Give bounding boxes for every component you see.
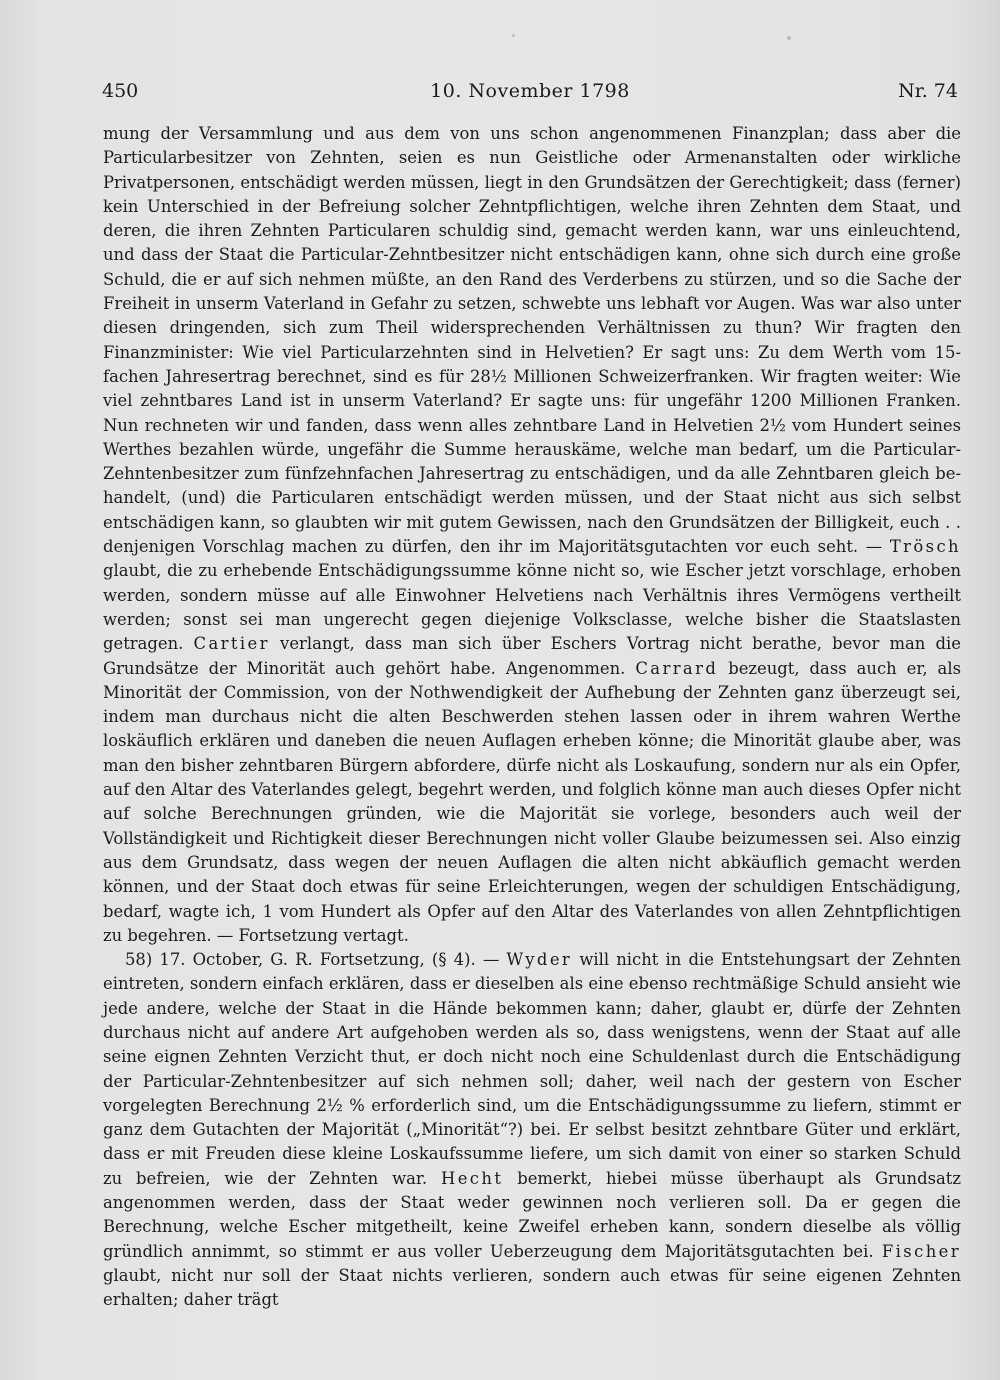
body-text: [103, 122, 961, 1313]
text-run: bezeugt, dass auch er, als Minorität der Commission, von der Nothwendigkeit der Aufhebung der Zehnten ganz überzeugt sei, indem man durchaus nicht die alten Beschwerden stehen lassen oder in ihrem wahren Werthe loskäuflich erklären und daneben die neuen Auflagen erheben könne; die Minorität glaube aber, was man den bisher zehntbaren Bürgern abfordere, dürfe nicht als Loskaufung, sondern nur als ein Opfer, auf den Altar des Vaterlandes gelegt, begehrt werden, und folglich könne man auch dieses Opfer nicht auf solche Berechnungen gründen, wie die Majorität sie vorlege, besonders auch weil der Vollständigkeit und Richtigkeit dieser Berechnungen nicht voller Glaube beizumessen sei. Also einzig aus dem Grundsatz, dass wegen der neuen Auflagen die alten nicht abkäuflich gemacht werden können, und der Staat doch etwas für seine Erleichterungen, wegen der schuldigen Entschädigung, bedarf, wagte ich, 1 vom Hundert als Opfer auf den Altar des Vaterlandes von allen Zehntpflichtigen zu begehren. — Fortsetzung vertagt.: [103, 658, 961, 945]
speaker-name: Wyder: [506, 950, 573, 970]
document-number: Nr. 74: [898, 80, 958, 102]
page-number: 450: [102, 80, 139, 102]
text-run: glaubt, nicht nur soll der Staat nichts verlieren, sondern auch etwas für seine eigenen Zehnten erhalten; daher trägt: [103, 1265, 961, 1310]
speaker-name: Hecht: [441, 1168, 504, 1188]
text-run: glaubt, die zu erhebende Entschädigungssumme könne nicht so, wie Escher jetzt vorschlage, erhoben werden, sondern müsse auf alle Einwohner Helvetiens nach Verhältnis ihres Vermögens vertheilt werden; sonst sei man ungerecht gegen diejenige Volksclasse, welche bisher die Staatslasten getragen.: [103, 561, 961, 654]
running-head: [102, 80, 958, 110]
speaker-name: Cartier: [193, 634, 270, 654]
paragraph: [103, 948, 961, 1312]
text-run: 58) 17. October, G. R. Fortsetzung, (§ 4). —: [125, 950, 507, 970]
ink-speck: [787, 36, 791, 40]
speaker-name: Trösch: [889, 537, 961, 557]
ink-speck: [512, 34, 515, 37]
speaker-name: Carrard: [635, 658, 719, 678]
paragraph: [103, 122, 961, 948]
text-run: verlangt, dass man sich über Eschers Vortrag nicht berathe, bevor man die Grundsätze der Minorität auch gehört habe. Angenommen.: [103, 634, 961, 678]
text-run: mung der Versammlung und aus dem von uns schon angenommenen Finanzplan; dass aber die Particularbesitzer von Zehnten, seien es nun Geistliche oder Armenanstalten oder wirkliche Privatpersonen, entschädigt werden müssen, liegt in den Grundsätzen der Gerechtigkeit; dass (ferner) kein Unterschied in der Befreiung solcher Zehntpflichtigen, welche ihren Zehnten dem Staat, und deren, die ihren Zehnten Particularen schuldig sind, gemacht werden kann, war uns einleuchtend, und dass der Staat die Particular-Zehntbesitzer nicht entschädigen kann, ohne sich durch eine große Schuld, die er auf sich nehmen müßte, an den Rand des Verderbens zu stürzen, und so die Sache der Freiheit in unserm Vaterland in Gefahr zu setzen, schwebte uns lebhaft vor Augen. Was war also unter diesen dringenden, sich zum Theil widersprechenden Verhältnissen zu thun? Wir fragten den Finanzminister: Wie viel Particularzehnten sind in Helvetien? Er sagt uns: Zu dem Werth vom 15-fachen Jahresertrag berechnet, sind es für 28½ Millionen Schweizerfranken. Wir fragten weiter: Wie viel zehntbares Land ist in unserm Vaterland? Er sagte uns: für ungefähr 1200 Millionen Franken. Nun rechneten wir und fanden, dass wenn alles zehntbare Land in Helvetien 2½ vom Hundert seines Werthes bezahlen würde, ungefähr die Summe herauskäme, welche man bedarf, um die Particular-Zehntenbesitzer zum fünfzehnfachen Jahresertrag zu entschädigen, und da alle Zehntbaren gleich behandelt, (und) die Particularen entschädigt werden müssen, und der Staat nicht aus sich selbst entschädigen kann, so glaubten wir mit gutem Gewissen, nach den Grundsätzen der Billigkeit, euch . . denjenigen Vorschlag machen zu dürfen, den ihr im Majoritätsgutachten vor euch seht. —: [103, 124, 961, 557]
header-date: 10. November 1798: [430, 80, 630, 102]
text-run: will nicht in die Entstehungsart der Zehnten eintreten, sondern einfach erklären, dass er dieselben als eine ebenso rechtmäßige Schuld ansieht wie jede andere, welche der Staat in die Hände bekommen kann; daher, glaubt er, dürfe der Zehnten durchaus nicht auf andere Art aufgehoben werden als so, dass wenigstens, wenn der Staat auf alle seine eignen Zehnten Verzicht thut, er doch nicht noch eine Schuldenlast durch die Entschädigung der Particular-Zehntenbesitzer auf sich nehmen soll; daher, weil nach der gestern von Escher vorgelegten Berechnung 2½ % erforderlich sind, um die Entschädigungssumme zu liefern, stimmt er ganz dem Gutachten der Majorität („Minorität“?) bei. Er selbst besitzt zehntbare Güter und erklärt, dass er mit Freuden diese kleine Loskaufssumme liefere, um sich damit von einer so starken Schuld zu befreien, wie der Zehnten war.: [103, 950, 961, 1188]
speaker-name: Fischer: [881, 1241, 961, 1261]
text-run: bemerkt, hiebei müsse überhaupt als Grundsatz angenommen werden, dass der Staat weder gewinnen noch verlieren soll. Da er gegen die Berechnung, welche Escher mitgetheilt, keine Zweifel erheben kann, sondern dieselbe als völlig gründlich annimmt, so stimmt er aus voller Ueberzeugung dem Majoritätsgutachten bei.: [103, 1168, 961, 1261]
